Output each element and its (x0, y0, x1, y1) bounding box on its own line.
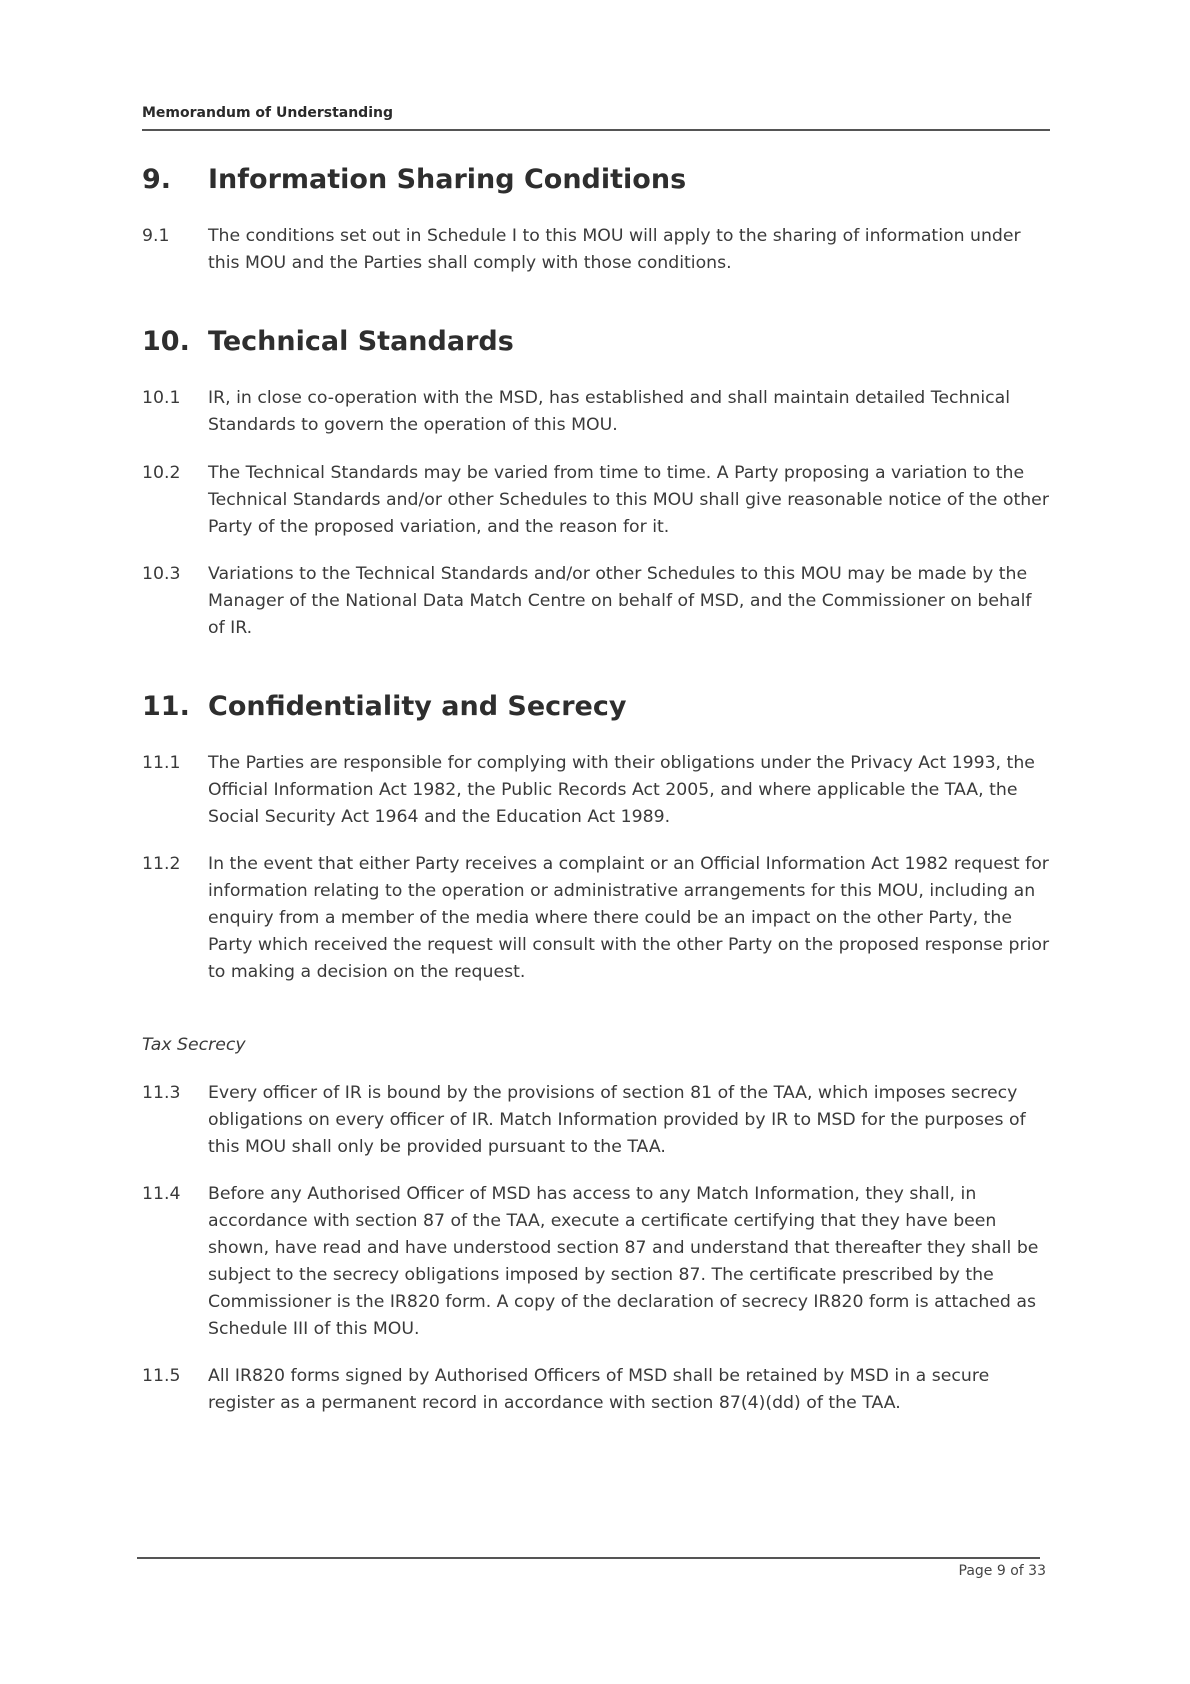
clause-text: The Parties are responsible for complying with their obligations under the Privacy Act 1993, the Official Information Act 1982, the Public Records Act 2005, and where applicable the TAA, the Social Security Act 1964 and the Education Act 1989. (208, 753, 1035, 827)
clause-10-2 (142, 460, 1052, 541)
clause-10-1 (142, 385, 1052, 439)
clause-text: All IR820 forms signed by Authorised Officers of MSD shall be retained by MSD in a secure register as a permanent record in accordance with section 87(4)(dd) of the TAA. (208, 1366, 990, 1413)
clause-11-3 (142, 1080, 1052, 1161)
clause-text: Variations to the Technical Standards and/or other Schedules to this MOU may be made by the Manager of the National Data Match Centre on behalf of MSD, and the Commissioner on behalf of IR. (208, 564, 1032, 638)
clause-9-1 (142, 223, 1052, 277)
clause-number: 11.3 (142, 1083, 181, 1103)
clause-number: 10.1 (142, 388, 181, 408)
clause-number: 11.1 (142, 753, 181, 773)
section-number: 10. (142, 326, 190, 357)
section-heading-11 (142, 691, 626, 722)
clause-text: The conditions set out in Schedule I to this MOU will apply to the sharing of information under this MOU and the Parties shall comply with those conditions. (208, 226, 1021, 273)
clause-11-4 (142, 1181, 1052, 1343)
section-number: 11. (142, 691, 190, 722)
section-title: Confidentiality and Secrecy (208, 691, 627, 722)
clause-text: In the event that either Party receives a complaint or an Official Information Act 1982 request for information relating to the operation or administrative arrangements for this MOU, including an enquiry from a member of the media where there could be an impact on the other Party, the Party which received the request will consult with the other Party on the proposed response prior to making a decision on the request. (208, 854, 1050, 982)
clause-11-5 (142, 1363, 1052, 1417)
clause-10-3 (142, 561, 1052, 642)
subheading-tax-secrecy: Tax Secrecy (142, 1035, 246, 1055)
header-rule (142, 129, 1050, 131)
clause-text: IR, in close co-operation with the MSD, has established and shall maintain detailed Technical Standards to govern the operation of this MOU. (208, 388, 1011, 435)
section-number: 9. (142, 164, 172, 195)
section-title: Information Sharing Conditions (208, 164, 687, 195)
section-heading-10 (142, 326, 514, 357)
clause-text: The Technical Standards may be varied from time to time. A Party proposing a variation to the Technical Standards and/or other Schedules to this MOU shall give reasonable notice of the other Party of the proposed variation, and the reason for it. (208, 463, 1049, 537)
clause-text: Before any Authorised Officer of MSD has access to any Match Information, they shall, in accordance with section 87 of the TAA, execute a certificate certifying that they have been shown, have read and have understood section 87 and understand that thereafter they shall be subject to the secrecy obligations imposed by section 87. The certificate prescribed by the Commissioner is the IR820 form. A copy of the declaration of secrecy IR820 form is attached as Schedule III of this MOU. (208, 1184, 1039, 1339)
clause-11-2 (142, 851, 1052, 986)
page-number: Page 9 of 33 (958, 1563, 1046, 1579)
clause-number: 11.5 (142, 1366, 181, 1386)
running-header: Memorandum of Understanding (142, 105, 393, 121)
clause-text: Every officer of IR is bound by the provisions of section 81 of the TAA, which imposes secrecy obligations on every officer of IR. Match Information provided by IR to MSD for the purposes of this MOU shall only be provided pursuant to the TAA. (208, 1083, 1026, 1157)
section-title: Technical Standards (208, 326, 514, 357)
clause-number: 10.2 (142, 463, 181, 483)
clause-number: 10.3 (142, 564, 181, 584)
clause-number: 11.4 (142, 1184, 181, 1204)
footer-rule (137, 1557, 1040, 1559)
clause-number: 9.1 (142, 226, 170, 246)
section-heading-9 (142, 164, 686, 195)
clause-number: 11.2 (142, 854, 181, 874)
clause-11-1 (142, 750, 1052, 831)
